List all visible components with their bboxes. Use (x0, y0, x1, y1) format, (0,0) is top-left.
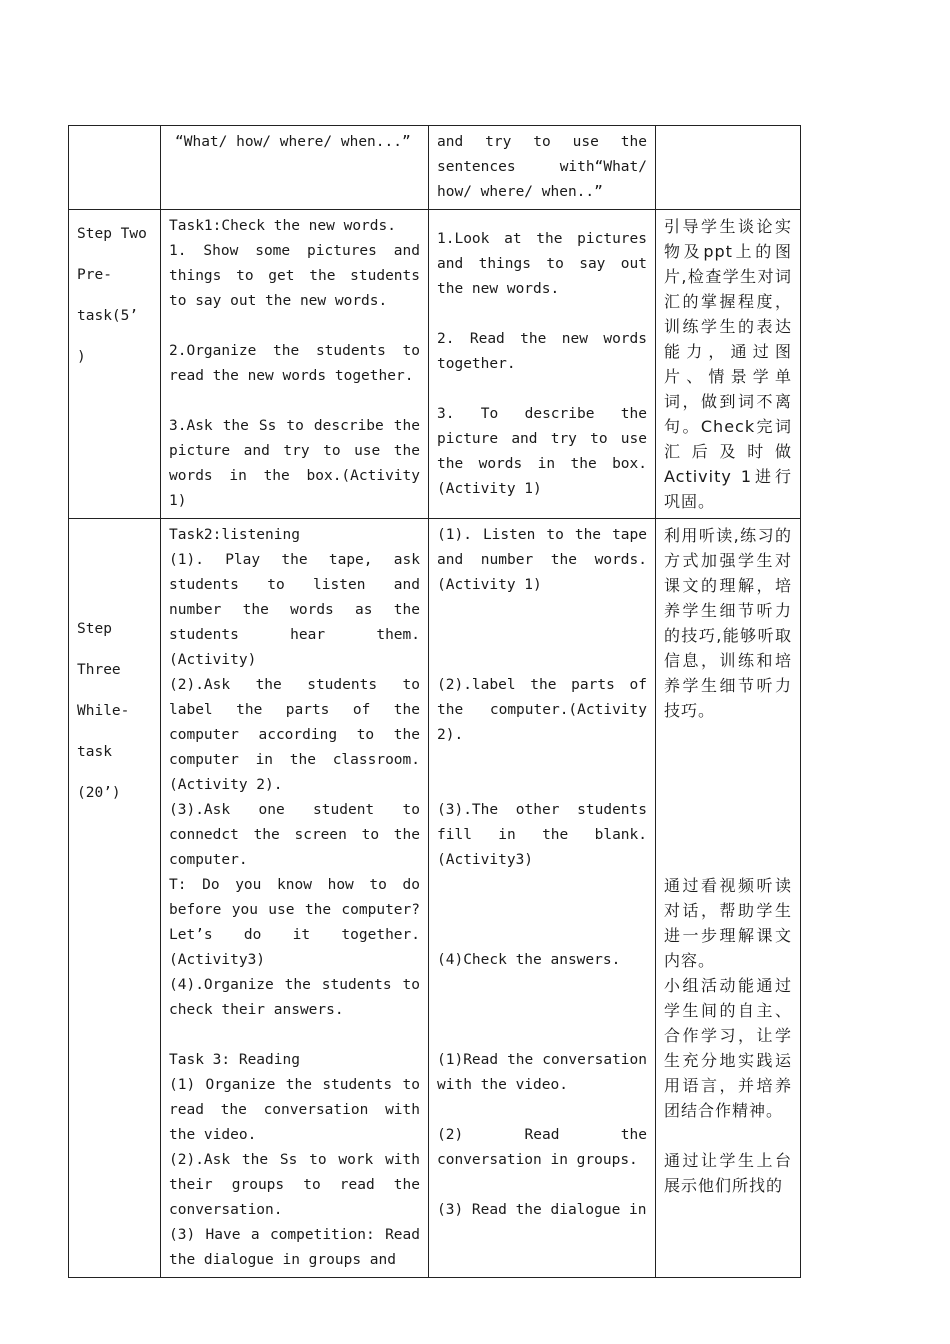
purpose-text: 通过让学生上台展示他们所找的 (664, 1151, 792, 1195)
student-text: (2).label the parts of the computer.(Activity 2). (437, 677, 656, 743)
table-row (69, 519, 801, 1278)
teacher-text: (3) Have a competition: Read the dialogue in groups and (169, 1227, 429, 1268)
teacher-text: (1). Play the tape, ask students to listen and number the words as the students hear them. (Activity) (169, 552, 429, 668)
teacher-text: (2).Ask the students to label the parts of the computer according to the computer in the classroom. (Activity 2). (169, 677, 429, 793)
step-label-cell (69, 210, 161, 519)
student-activity-cell (429, 519, 656, 1278)
step-label-line: ) (77, 349, 86, 365)
student-activity-cell (429, 126, 656, 210)
step-label-line: (20’) (77, 785, 121, 801)
teacher-text: 2.Organize the students to read the new words together. (169, 343, 429, 384)
purpose-cell (656, 126, 801, 210)
teacher-activity-cell (161, 519, 429, 1278)
step-label-line: Pre- (77, 267, 112, 283)
table-row (69, 126, 801, 210)
student-text: (1). Listen to the tape and number the words. (Activity 1) (437, 527, 656, 593)
purpose-text: 利用听读,练习的方式加强学生对课文的理解，培养学生细节听力的技巧,能够听取信息，训练和培养学生细节听力技巧。 (664, 526, 792, 720)
task-heading: Task1:Check the new words. (169, 218, 396, 234)
purpose-cell (656, 210, 801, 519)
task-heading: Task2:listening (169, 527, 300, 543)
teacher-text: T: Do you know how to do before you use the computer? Let’s do it together. (Activity3) (169, 877, 429, 968)
student-text: 1.Look at the pictures and things to say out the new words. (437, 231, 656, 297)
step-label-line: Three (77, 662, 121, 678)
purpose-text: 小组活动能通过学生间的自主、合作学习，让学生充分地实践运用语言，并培养团结合作精神。 (664, 976, 792, 1120)
student-text: 3. To describe the picture and try to use the words in the box.(Activity 1) (437, 406, 656, 497)
step-cell (69, 126, 161, 210)
step-label-cell (69, 519, 161, 1278)
student-text: (2) Read the conversation in groups. (437, 1127, 656, 1168)
student-text: and try to use the sentences with“What/ how/ where/ when..” (437, 134, 656, 200)
student-text: (4)Check the answers. (437, 952, 621, 968)
task-heading: Task 3: Reading (169, 1052, 300, 1068)
teacher-text: “What/ how/ where/ when...” (175, 134, 411, 150)
teacher-text: 3.Ask the Ss to describe the picture and try to use the words in the box.(Activity 1) (169, 418, 429, 509)
purpose-text: 通过看视频听读对话，帮助学生进一步理解课文内容。 (664, 876, 792, 970)
teacher-activity-cell (161, 126, 429, 210)
student-text: (1)Read the conversation with the video. (437, 1052, 656, 1093)
step-label-line: task (77, 744, 112, 760)
teacher-text: 1. Show some pictures and things to get the students to say out the new words. (169, 243, 429, 309)
step-label-line: task(5’ (77, 308, 139, 324)
student-text: (3).The other students fill in the blank. (Activity3) (437, 802, 656, 868)
step-label-line: While- (77, 703, 130, 719)
purpose-text: 引导学生谈论实物及ppt上的图片,检查学生对词汇的掌握程度，训练学生的表达能力，通过图片、情景学单词，做到词不离句。Check完词汇后及时做Activity 1进行巩固。 (664, 217, 792, 511)
teacher-text: (1) Organize the students to read the conversation with the video. (169, 1077, 429, 1143)
teacher-text: (3).Ask one student to connedct the screen to the computer. (169, 802, 429, 868)
teacher-text: (2).Ask the Ss to work with their groups to read the conversation. (169, 1152, 429, 1218)
teacher-text: (4).Organize the students to check their answers. (169, 977, 429, 1018)
step-label-line: Step Two (77, 226, 147, 242)
student-text: (3) Read the dialogue in (437, 1202, 647, 1218)
purpose-cell (656, 519, 801, 1278)
table-row (69, 210, 801, 519)
lesson-plan-table (68, 125, 801, 1278)
teacher-activity-cell (161, 210, 429, 519)
student-activity-cell (429, 210, 656, 519)
student-text: 2. Read the new words together. (437, 331, 656, 372)
step-label-line: Step (77, 621, 112, 637)
